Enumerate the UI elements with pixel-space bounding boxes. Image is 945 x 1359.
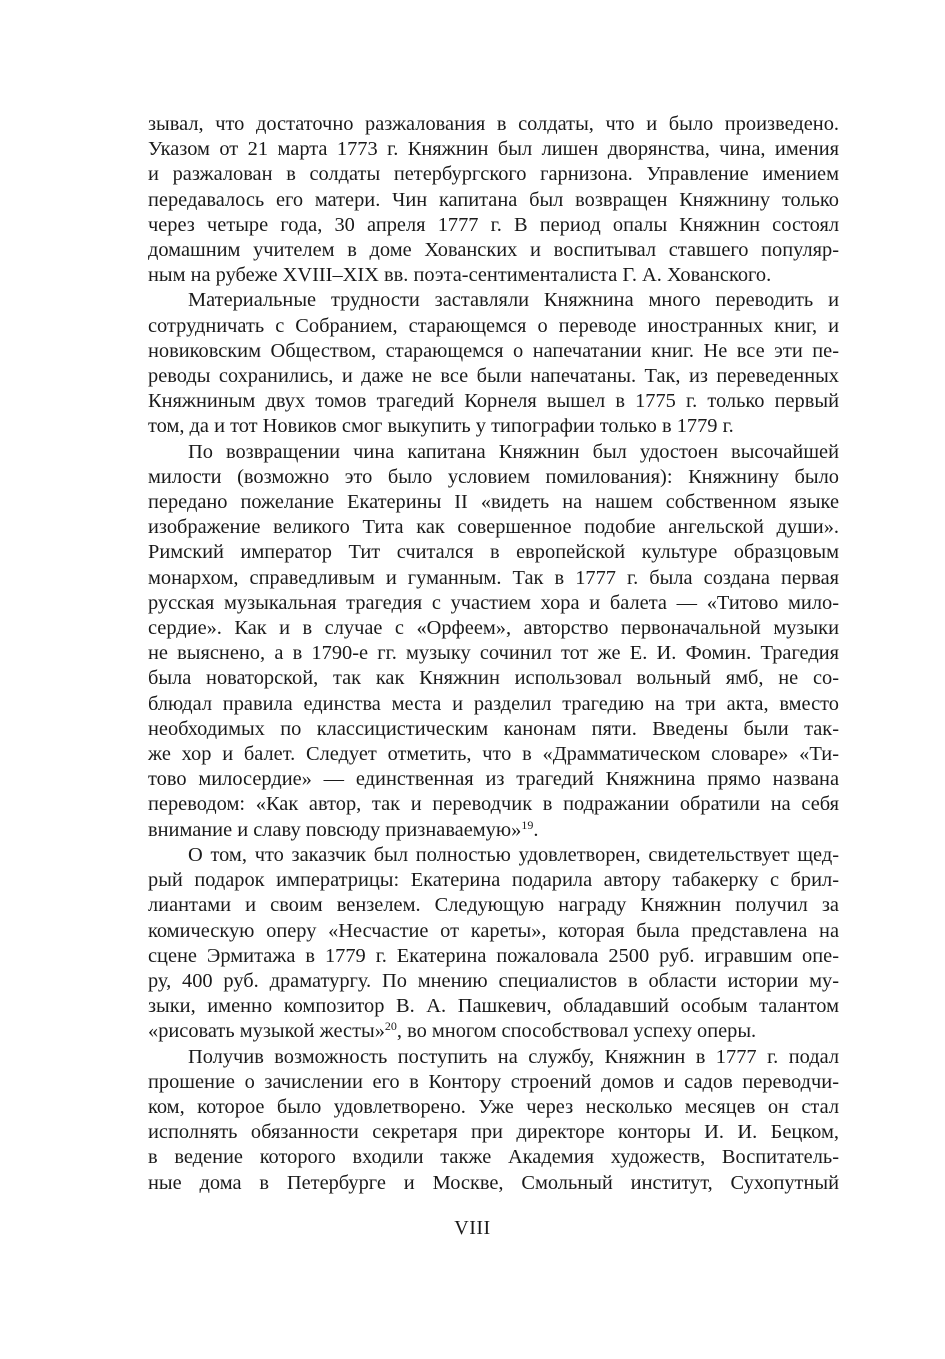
- text-line: ные дома в Петербурге и Москве, Смольный институт, Сухопутный: [148, 1171, 839, 1194]
- paragraph-1: [148, 112, 839, 288]
- text-line: и разжалован в солдаты петербургского гарнизона. Управление имением: [148, 163, 839, 186]
- text-line: сердие». Как и в случае с «Орфеем», авторство первоначальной музыки: [148, 617, 839, 640]
- text-line: сцене Эрмитажа в 1779 г. Екатерина пожаловала 2500 руб. игравшим опе-: [148, 944, 839, 967]
- text-line: передавалось его матери. Чин капитана был возвращен Княжнину только: [148, 188, 839, 211]
- footnote-ref-19[interactable]: 19: [521, 817, 534, 832]
- text-line: комическую оперу «Несчастие от кареты», которая была представлена на: [148, 919, 839, 942]
- text-line: Римский император Тит считался в европейской культуре образцовым: [148, 541, 839, 564]
- text-line: исполнять обязанности секретаря при директоре конторы И. И. Бецком,: [148, 1121, 839, 1144]
- text-line: в ведение которого входили также Академия художеств, Воспитатель-: [148, 1146, 839, 1169]
- text-line: милости (возможно это было условием помилования): Княжнину было: [148, 465, 839, 488]
- text-line: ным на рубеже XVIII–XIX вв. поэта-сентименталиста Г. А. Хованского.: [148, 264, 772, 287]
- text-line: [148, 1019, 839, 1044]
- text-line: новиковским Обществом, старающемся о напечатании книг. Не все эти пе-: [148, 339, 839, 362]
- page-number: VIII: [454, 1217, 491, 1239]
- text-line: была новаторской, так как Княжнин использовал вольный ямб, не со-: [148, 667, 839, 690]
- text-line: том, да и тот Новиков смог выкупить у типографии только в 1779 г.: [148, 415, 734, 438]
- footnote-ref-20[interactable]: 20: [384, 1019, 397, 1034]
- text-line: Указом от 21 марта 1773 г. Княжнин был лишен дворянства, чина, имения: [148, 138, 839, 161]
- paragraph-2: [148, 288, 839, 439]
- text-line: блюдал правила единства места и разделил трагедию на три акта, вместо: [148, 692, 839, 715]
- text-line: Княжниным двух томов трагедий Корнеля вышел в 1775 г. только первый: [148, 390, 839, 413]
- text-fragment: , во многом способствовал успеху оперы.: [396, 1020, 757, 1043]
- text-line: По возвращении чина капитана Княжнин был удостоен высочайшей: [188, 440, 839, 463]
- text-line: сотрудничать с Собранием, старающемся о переводе иностранных книг, и: [148, 314, 839, 337]
- text-line: [148, 818, 839, 843]
- paragraph-5: [148, 1045, 839, 1196]
- text-fragment: .: [533, 818, 539, 841]
- text-line: тово милосердие» — единственная из трагедий Княжнина прямо названа: [148, 768, 839, 791]
- text-line: ру, 400 руб. драматургу. По мнению специалистов в области истории му-: [148, 969, 839, 992]
- text-line: прошение о зачислении его в Контору строений домов и садов переводчи-: [148, 1070, 839, 1093]
- text-line: Получив возможность поступить на службу, Княжнин в 1777 г. подал: [188, 1045, 839, 1068]
- text-line: передано пожелание Екатерины II «видеть на нашем собственном языке: [148, 491, 839, 514]
- paragraph-4: [148, 843, 839, 1045]
- text-line: лиантами и своим вензелем. Следующую награду Княжнин получил за: [148, 894, 839, 917]
- text-line: необходимых по классицистическим канонам пяти. Введены были так-: [148, 717, 839, 740]
- text-line: ком, которое было удовлетворено. Уже через несколько месяцев он стал: [148, 1095, 839, 1118]
- text-line: рый подарок императрицы: Екатерина подарила автору табакерку с брил-: [148, 869, 839, 892]
- text-line: изображение великого Тита как совершенное подобие ангельской души».: [148, 516, 839, 539]
- paragraph-3: [148, 440, 839, 843]
- text-line: русская музыкальная трагедия с участием хора и балета — «Титово мило-: [148, 591, 839, 614]
- text-line: домашним учителем в доме Хованских и воспитывал ставшего популяр-: [148, 239, 839, 262]
- text-line: зывал, что достаточно разжалования в солдаты, что и было произведено.: [148, 113, 839, 135]
- text-line: Материальные трудности заставляли Княжнина много переводить и: [188, 289, 839, 312]
- text-fragment: «рисовать музыкой жесты»: [148, 1020, 385, 1043]
- text-fragment: внимание и славу повсюду признаваемую»: [148, 818, 522, 841]
- text-line: же хор и балет. Следует отметить, что в «Драмматическом словаре» «Ти-: [148, 743, 839, 766]
- page-body: [148, 112, 839, 1196]
- text-line: монархом, справедливым и гуманным. Так в 1777 г. была создана первая: [148, 566, 839, 589]
- text-line: через четыре года, 30 апреля 1777 г. В период опалы Княжнин состоял: [148, 213, 839, 236]
- text-line: не выяснено, а в 1790-е гг. музыку сочинил тот же Е. И. Фомин. Трагедия: [148, 642, 839, 665]
- text-line: О том, что заказчик был полностью удовлетворен, свидетельствует щед-: [188, 843, 839, 866]
- text-line: реводы сохранились, и даже не все были напечатаны. Так, из переведенных: [148, 365, 839, 388]
- text-line: переводом: «Как автор, так и переводчик в подражании обратили на себя: [148, 793, 839, 816]
- text-line: зыки, именно композитор В. А. Пашкевич, обладавший особым талантом: [148, 995, 839, 1018]
